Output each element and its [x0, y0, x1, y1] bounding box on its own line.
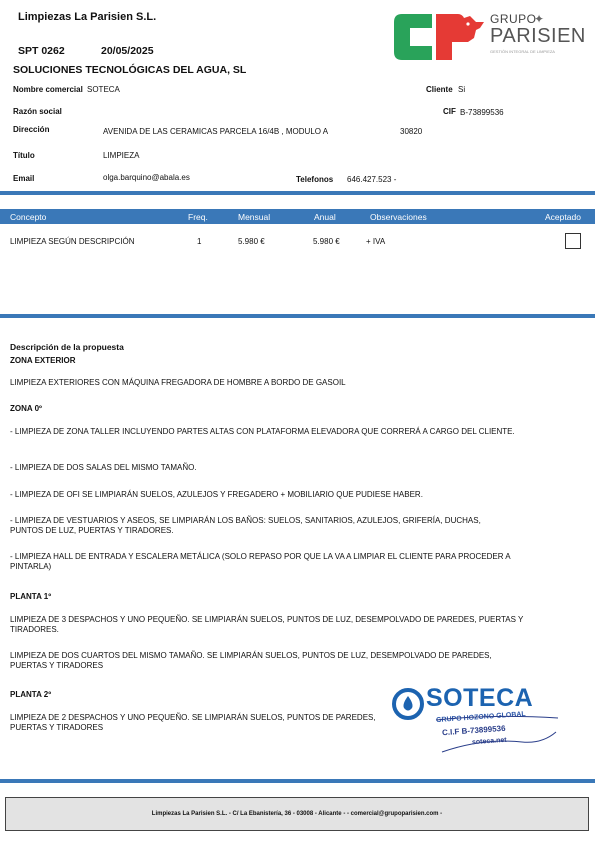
cliente-value: Si: [458, 85, 466, 94]
section-divider-2: [0, 314, 595, 318]
row-freq: 1: [197, 237, 202, 246]
zona-exterior-text: LIMPIEZA EXTERIORES CON MÁQUINA FREGADORA DE HOMBRE A BORDO DE GASOIL: [10, 378, 346, 387]
document-code: SPT 0262: [18, 45, 65, 57]
header-aceptado: Aceptado: [545, 212, 581, 222]
cliente-label: Cliente: [426, 85, 453, 94]
zona0-paragraph-3: - LIMPIEZA DE OFI SE LIMPIARÁN SUELOS, AZULEJOS Y FREGADERO + MOBILIARIO QUE PUDIESE HABER.: [10, 490, 423, 499]
telefonos-value: 646.427.523 -: [347, 175, 397, 184]
header-observaciones: Observaciones: [370, 212, 427, 222]
zona0-paragraph-1: - LIMPIEZA DE ZONA TALLER INCLUYENDO PARTES ALTAS CON PLATAFORMA ELEVADORA QUE CORRERÁ A CARGO DEL CLIENTE.: [10, 427, 515, 436]
footer-box: [5, 797, 589, 831]
planta1-paragraph-2: LIMPIEZA DE DOS CUARTOS DEL MISMO TAMAÑO. SE LIMPIARÁN SUELOS, PUNTOS DE LUZ, DESEMPOLVADO DE PAREDES, PUERTAS Y TIRADORES: [10, 651, 492, 670]
header-anual: Anual: [314, 212, 336, 222]
zona0-paragraph-4: - LIMPIEZA DE VESTUARIOS Y ASEOS, SE LIMPIARÁN LOS BAÑOS: SUELOS, SANITARIOS, AZULEJOS, GRIFERÍA, DUCHAS, PUNTOS DE LUZ, PUERTAS Y TIRADORES.: [10, 516, 481, 535]
header-mensual: Mensual: [238, 212, 271, 222]
table-row: [0, 226, 595, 252]
cif-value: B-73899536: [460, 108, 504, 117]
email-value: olga.barquino@abala.es: [103, 173, 190, 182]
client-title: SOLUCIONES TECNOLÓGICAS DEL AGUA, SL: [13, 64, 247, 76]
planta2-paragraph-1: LIMPIEZA DE 2 DESPACHOS Y UNO PEQUEÑO. SE LIMPIARÁN SUELOS, PUNTOS DE PAREDES, PUERTAS Y TIRADORES: [10, 713, 376, 732]
soteca-stamp: [392, 680, 562, 762]
razon-social-label: Razón social: [13, 107, 62, 116]
email-label: Email: [13, 174, 35, 183]
planta1-heading: PLANTA 1º: [10, 592, 52, 601]
soteca-drop-icon: [392, 688, 424, 720]
stamp-line-1: GRUPO HOZONO GLOBAL: [435, 710, 526, 725]
logo-mark-icon: [388, 12, 488, 64]
concept-table-header: [0, 209, 595, 224]
zona0-paragraph-2: - LIMPIEZA DE DOS SALAS DEL MISMO TAMAÑO.: [10, 463, 197, 472]
row-mensual: 5.980 €: [238, 237, 265, 246]
stamp-line-3: soteca.net: [471, 736, 507, 747]
soteca-brand: SOTECA: [426, 684, 534, 712]
sparkle-icon: ✦: [534, 12, 545, 26]
row-anual: 5.980 €: [313, 237, 340, 246]
planta2-heading: PLANTA 2º: [10, 690, 52, 699]
section-divider: [0, 191, 595, 195]
nombre-comercial-value: SOTECA: [87, 85, 120, 94]
row-concepto: LIMPIEZA SEGÚN DESCRIPCIÓN: [10, 237, 135, 246]
zona0-paragraph-5: - LIMPIEZA HALL DE ENTRADA Y ESCALERA METÁLICA (SOLO REPASO POR QUE LA VA A LIMPIAR EL CLIENTE PARA PROCEDER A PINTARLA): [10, 552, 511, 571]
header-concepto: Concepto: [10, 212, 47, 222]
cif-label: CIF: [443, 107, 456, 116]
description-title: Descripción de la propuesta: [10, 342, 124, 352]
zona-exterior-heading: ZONA EXTERIOR: [10, 356, 76, 365]
zona0-heading: ZONA 0º: [10, 404, 42, 413]
titulo-label: Título: [13, 151, 35, 160]
direccion-label: Dirección: [13, 125, 50, 134]
titulo-value: LIMPIEZA: [103, 151, 140, 160]
row-observaciones: + IVA: [366, 237, 386, 246]
aceptado-checkbox[interactable]: [565, 233, 581, 249]
direccion-value: AVENIDA DE LAS CERAMICAS PARCELA 16/4B , MODULO A: [103, 127, 329, 136]
footer-divider: [0, 779, 595, 783]
telefonos-label: Telefonos: [296, 175, 334, 184]
header-freq: Freq.: [188, 212, 208, 222]
signature-scribble-icon: [432, 712, 562, 756]
postal-code-value: 30820: [400, 127, 423, 136]
nombre-comercial-label: Nombre comercial: [13, 85, 83, 94]
planta1-paragraph-1: LIMPIEZA DE 3 DESPACHOS Y UNO PEQUEÑO. SE LIMPIARÁN SUELOS, PUNTOS DE LUZ, DESEMPOLVADO DE PAREDES, PUERTAS Y TIRADORES.: [10, 615, 524, 634]
document-date: 20/05/2025: [101, 45, 154, 57]
logo-group-word: GRUPO: [490, 12, 537, 26]
logo-tagline: GESTIÓN INTEGRAL DE LIMPIEZA: [490, 49, 555, 54]
logo-brand-word: PARISIEN: [490, 25, 586, 47]
company-name: Limpiezas La Parisien S.L.: [18, 11, 157, 23]
grupo-parisien-logo: [388, 12, 586, 64]
footer-text: Limpiezas La Parisien S.L. - C/ La Ebanistería, 36 - 03008 - Alicante - - comercial@grupoparisien.com -: [151, 811, 443, 817]
stamp-line-2: C.I.F B-73899536: [441, 723, 506, 738]
